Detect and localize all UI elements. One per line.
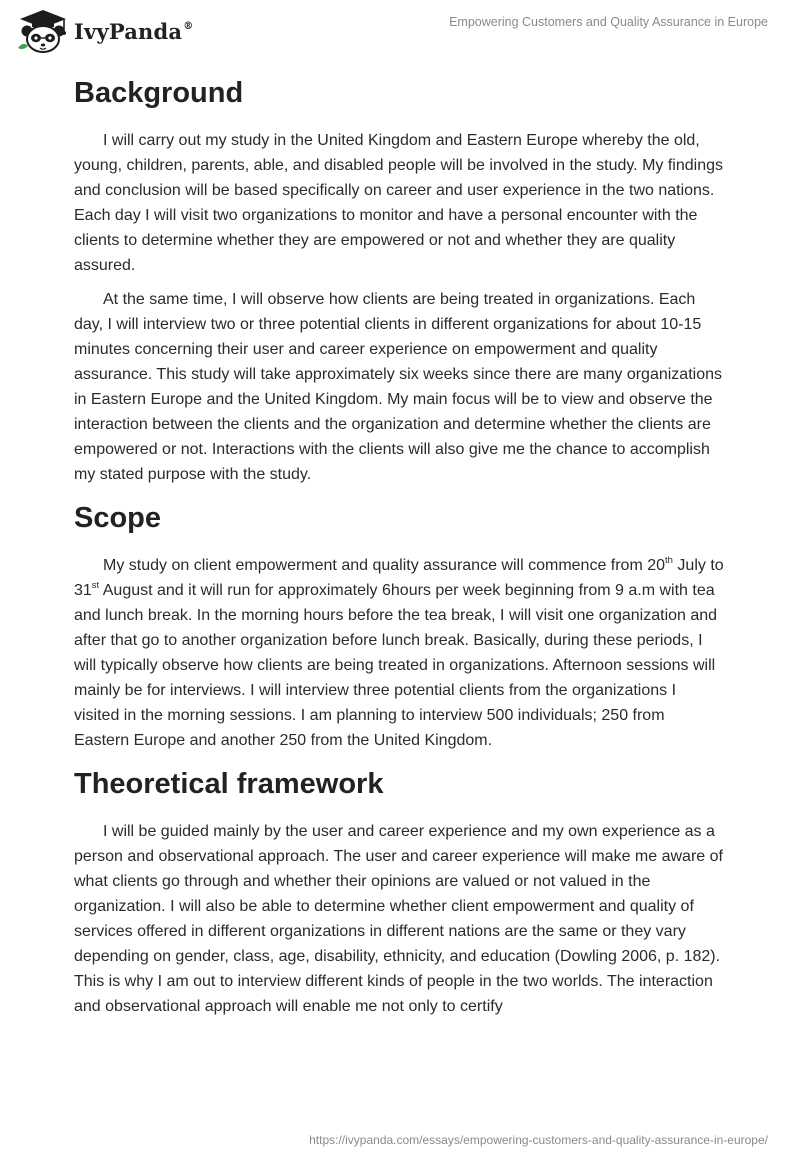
source-url[interactable]: https://ivypanda.com/essays/empowering-customers-and-quality-assurance-in-europe/ <box>309 1133 768 1147</box>
heading-scope: Scope <box>74 502 162 534</box>
document-title: Empowering Customers and Quality Assurance in Europe <box>449 15 768 29</box>
panda-graduate-icon <box>14 8 72 54</box>
heading-theoretical-framework: Theoretical framework <box>74 768 384 800</box>
paragraph: My study on client empowerment and quality assurance will commence from 20th July to 31st August and it will run for approximately 6hours per week beginning from 9 a.m with tea and lunch break. In the morning hours before the tea break, I will visit one organization and after that go to another organization before lunch break. Basically, during these periods, I will typically observe how clients are being treated in organizations. Afternoon sessions will mainly be for interviews. I will interview three potential clients from the organizations I visited in the morning sessions. I am planning to interview 500 individuals; 250 from Eastern Europe and another 250 from the United Kingdom. <box>74 555 724 749</box>
brand-name: IvyPanda® <box>74 18 194 44</box>
paragraph: At the same time, I will observe how clients are being treated in organizations. Each day, I will interview two or three potential clients in different organizations for about 10-15 minutes concerning their user and career experience on empowerment and quality assurance. This study will take approximately six weeks since there are many organizations in Eastern Europe and the United Kingdom. My main focus will be to view and observe the interaction between the clients and the organization and determine whether the clients are empowered or not. Interactions with the clients will also give me the chance to accomplish my stated purpose with the study. <box>74 291 722 483</box>
heading-background: Background <box>74 77 244 109</box>
paragraph: I will carry out my study in the United Kingdom and Eastern Europe whereby the old, young, children, parents, able, and disabled people will be involved in the study. My findings and conclusion will be based specifically on career and user experience in the two nations. Each day I will visit two organizations to monitor and have a personal encounter with the clients to determine whether they are empowered or not and whether they are quality assured. <box>74 132 723 274</box>
essay-body <box>74 70 724 1019</box>
ivypanda-logo[interactable] <box>14 8 193 54</box>
page-header <box>0 0 800 60</box>
paragraph: I will be guided mainly by the user and career experience and my own experience as a person and observational approach. The user and career experience will make me aware of what clients go through and whether their opinions are valued or not valued in the organization. I will also be able to determine whether client empowerment and quality of services offered in different organizations in different nations are the same or they vary depending on gender, class, age, disability, ethnicity, and education (Dowling 2006, p. 182). This is why I am out to interview different kinds of people in the two worlds. The interaction and observational approach will enable me not only to certify <box>74 823 723 1015</box>
